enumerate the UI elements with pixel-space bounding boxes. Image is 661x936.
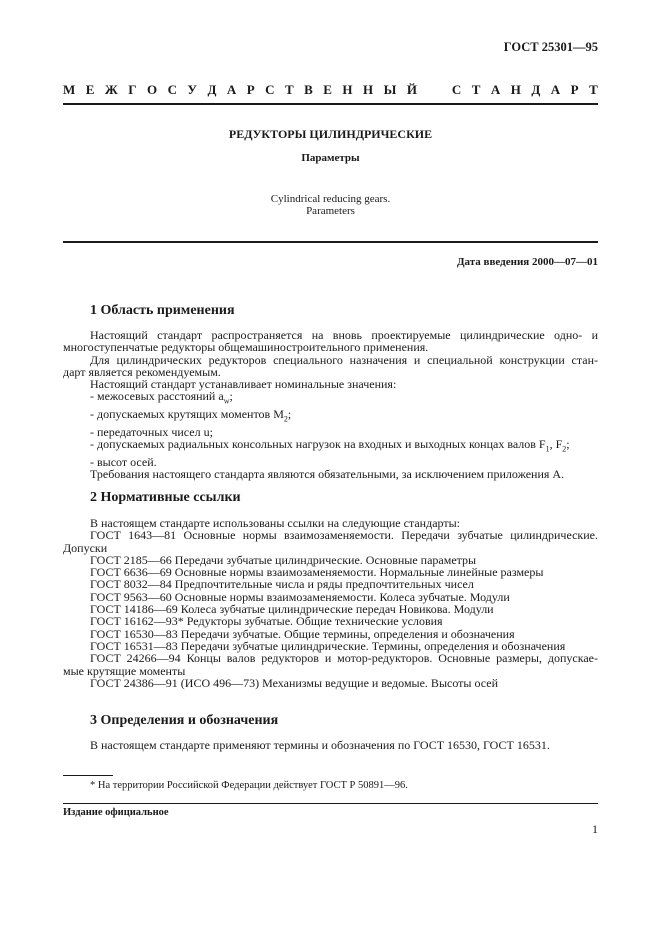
reference-item: ГОСТ 24266—94 Концы валов редукторов и мотор-редукторов. Основные размеры, допускае-	[90, 651, 598, 666]
paragraph-line: Требования настоящего стандарта являются обязательными, за исключением приложения А.	[90, 467, 565, 482]
footnote-rule	[63, 775, 113, 776]
banner-letter: Ы	[383, 82, 397, 97]
section-3-heading: 3 Определения и обозначения	[90, 713, 279, 728]
reference-item: ГОСТ 8032—84 Предпочтительные числа и ряды предпочтительных чисел	[90, 577, 474, 592]
standard-subtitle: Параметры	[301, 152, 360, 164]
list-item: - допускаемых радиальных консольных нагрузок на входных и выходных концах валов $F_1$, $F_2$;	[90, 437, 570, 454]
banner-letter: Е	[85, 82, 95, 97]
banner-letter: Т	[285, 82, 294, 97]
section-1-body	[63, 329, 598, 480]
page-number: 1	[592, 822, 598, 836]
section-2-heading: 2 Нормативные ссылки	[90, 490, 241, 505]
banner-letter: С	[265, 82, 275, 97]
section-2-body	[63, 517, 598, 689]
banner-letter: А	[490, 82, 501, 97]
reference-item: ГОСТ 6636—69 Основные нормы взаимозаменяемости. Нормальные линейные размеры	[90, 565, 544, 580]
paragraph-line: Настоящий стандарт распространяется на вновь проектируемые цилиндрические одно- и	[90, 328, 598, 342]
banner-letter: А	[550, 82, 561, 97]
paragraph-line: Для цилиндрических редукторов специального назначения и специальной конструкции стан-	[90, 352, 598, 367]
banner-letter: М	[63, 82, 76, 97]
reference-item: ГОСТ 9563—60 Основные нормы взаимозаменяемости. Колеса зубчатые. Модули	[90, 589, 510, 604]
banner-letter: В	[304, 82, 313, 97]
document-number: ГОСТ 25301—95	[503, 40, 598, 54]
reference-item: ГОСТ 16531—83 Передачи зубчатые цилиндрические. Термины, определения и обозначения	[90, 638, 566, 653]
banner-letter: Н	[510, 82, 521, 97]
reference-item: мые крутящие моменты	[63, 663, 186, 678]
banner-letter: Н	[363, 82, 374, 97]
banner-letter: У	[187, 82, 197, 97]
list-item: - межосевых расстояний $a_w$;	[90, 389, 233, 406]
reference-item: ГОСТ 2185—66 Передачи зубчатые цилиндрические. Основные параметры	[90, 552, 477, 567]
list-item: - допускаемых крутящих моментов $M_2$;	[90, 407, 292, 424]
section-1-heading: 1 Область применения	[90, 303, 235, 318]
title-rule	[63, 241, 598, 243]
reference-item: ГОСТ 24386—91 (ИСО 496—73) Механизмы ведущие и ведомые. Высоты осей	[90, 675, 498, 690]
banner-letter: Т	[471, 82, 481, 97]
banner-letter: С	[167, 82, 177, 97]
banner-letter: О	[146, 82, 158, 97]
reference-item: ГОСТ 14186—69 Колеса зубчатые цилиндрические передач Новикова. Модули	[90, 602, 494, 617]
paragraph-line: Настоящий стандарт устанавливает номинальные значения:	[90, 377, 397, 392]
english-title	[63, 193, 598, 217]
list-item: - высот осей.	[90, 454, 157, 469]
official-edition-label: Издание официальное	[63, 807, 169, 818]
list-item: - передаточных чисел u;	[90, 424, 213, 439]
reference-item: ГОСТ 16530—83 Передачи зубчатые. Общие термины, определения и обозначения	[90, 626, 515, 641]
banner-letter: Г	[128, 82, 137, 97]
english-title-line1: Cylindrical reducing gears.	[270, 193, 391, 205]
section-3-body	[63, 739, 598, 751]
footnote: * На территории Российской Федерации действует ГОСТ Р 50891—96.	[90, 780, 408, 791]
standard-title: РЕДУКТОРЫ ЦИЛИНДРИЧЕСКИЕ	[228, 127, 433, 141]
banner-letter: Д	[531, 82, 541, 97]
header-rule	[63, 103, 598, 105]
reference-item: ГОСТ 1643—81 Основные нормы взаимозаменяемости. Передачи зубчатые цилиндрические.	[90, 528, 598, 543]
banner-letter: Н	[342, 82, 353, 97]
banner-letter: Р	[246, 82, 255, 97]
reference-item: ГОСТ 16162—93* Редукторы зубчатые. Общие технические условия	[90, 614, 443, 629]
banner-letter: Д	[207, 82, 217, 97]
paragraph-line: многоступенчатые редукторы общемашиностроительного применения.	[63, 340, 429, 355]
banner-letter: С	[451, 82, 462, 97]
paragraph-line: В настоящем стандарте применяют термины и обозначения по ГОСТ 16530, ГОСТ 16531.	[90, 738, 550, 752]
banner-letter: Е	[323, 82, 332, 97]
banner-letter: Й	[406, 82, 417, 97]
introduction-date: Дата введения 2000—07—01	[456, 256, 598, 268]
footer-rule	[63, 803, 598, 804]
interstate-standard-banner	[63, 82, 598, 98]
paragraph-line: дарт является рекомендуемым.	[63, 364, 221, 379]
banner-letter: Р	[570, 82, 579, 97]
paragraph-line: В настоящем стандарте использованы ссылки на следующие стандарты:	[90, 516, 461, 530]
banner-word-gap	[427, 82, 441, 98]
reference-item: Допуски	[63, 540, 108, 555]
english-title-line2: Parameters	[306, 205, 355, 217]
banner-letter: Ж	[104, 82, 118, 97]
banner-letter: Т	[589, 82, 598, 97]
banner-letter: А	[226, 82, 237, 97]
